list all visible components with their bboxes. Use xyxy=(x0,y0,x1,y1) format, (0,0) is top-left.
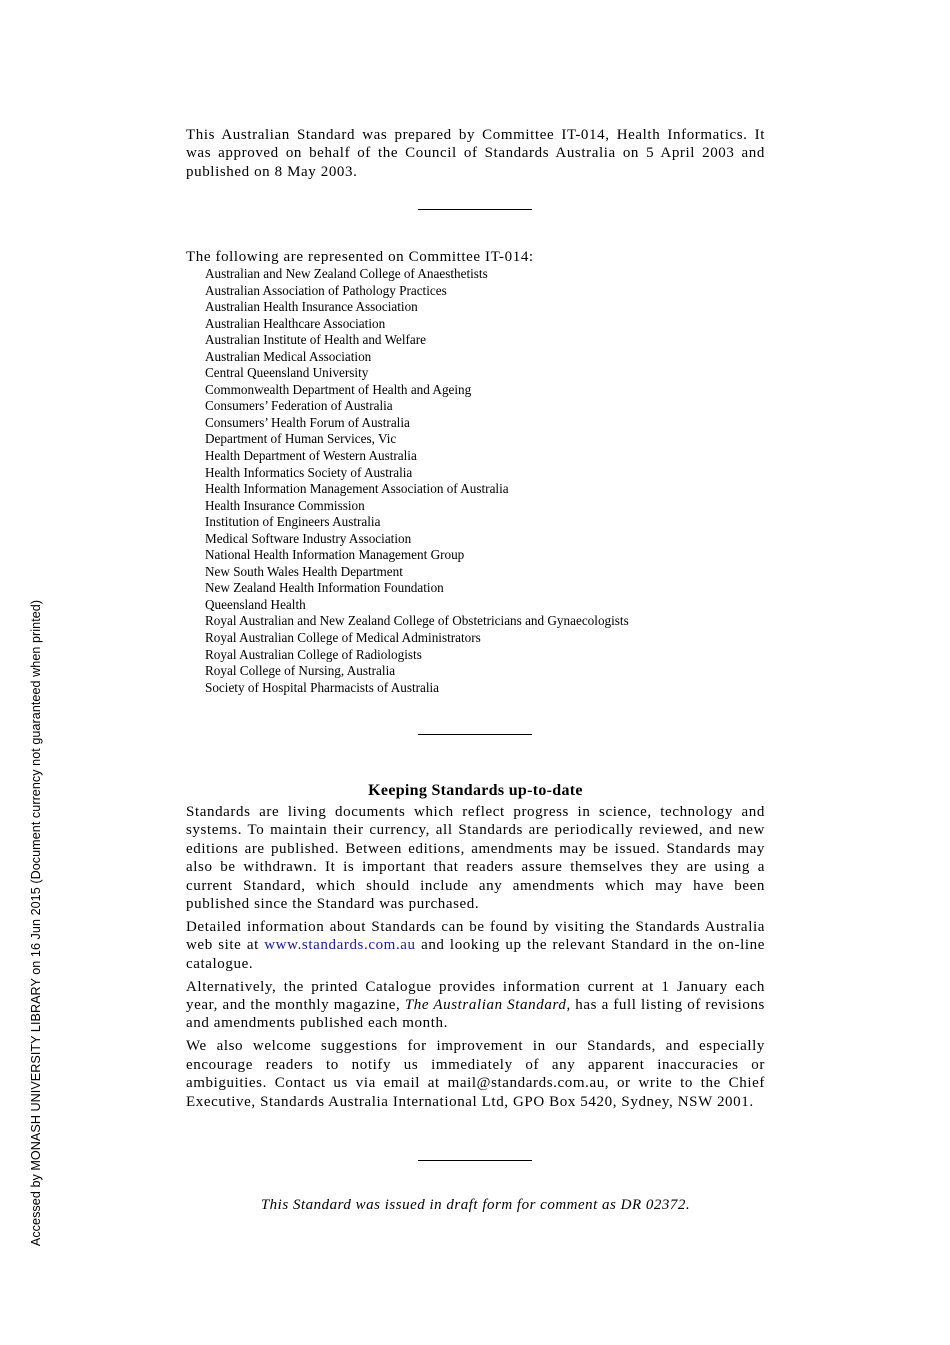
list-item: Australian Institute of Health and Welfare xyxy=(205,332,426,348)
standards-website-link[interactable]: www.standards.com.au xyxy=(264,937,416,954)
list-item: Royal Australian College of Medical Administrators xyxy=(205,630,481,646)
list-item: Royal College of Nursing, Australia xyxy=(205,663,396,679)
list-item: Health Insurance Commission xyxy=(205,497,365,513)
list-item: New South Wales Health Department xyxy=(205,563,403,579)
list-item: Department of Human Services, Vic xyxy=(205,431,397,447)
list-item: Australian Health Insurance Association xyxy=(205,299,418,315)
committee-section xyxy=(186,248,765,696)
list-item: National Health Information Management Group xyxy=(205,547,465,563)
list-item: Institution of Engineers Australia xyxy=(205,514,381,530)
divider xyxy=(418,209,532,210)
list-item: Society of Hospital Pharmacists of Australia xyxy=(205,679,440,695)
access-note-text: Accessed by MONASH UNIVERSITY LIBRARY on 16 Jun 2015 (Document currency not guaranteed when printed) xyxy=(29,599,43,1247)
list-item: Commonwealth Department of Health and Ageing xyxy=(205,381,472,397)
list-item: Royal Australian College of Radiologists xyxy=(205,646,422,662)
list-item: Consumers’ Health Forum of Australia xyxy=(205,414,410,430)
list-item: New Zealand Health Information Foundation xyxy=(205,580,444,596)
list-item: Australian Association of Pathology Practices xyxy=(205,282,447,298)
intro-paragraph: This Australian Standard was prepared by Committee IT-014, Health Informatics. It was approved on behalf of the Council of Standards Australia on 5 April 2003 and published on 8 May 2003. xyxy=(186,127,765,180)
paragraph: We also welcome suggestions for improvement in our Standards, and especially encourage readers to notify us immediately of any apparent inaccuracies or ambiguities. Contact us via email at mail@standards.com.au, or write to the Chief Executive, Standards Australia International Ltd, GPO Box 5420, Sydney, NSW 2001. xyxy=(186,1038,765,1110)
list-item: Central Queensland University xyxy=(205,365,369,381)
paragraph-text: Alternatively, the printed Catalogue provides information current at 1 January each year, and the monthly magazine, xyxy=(186,978,765,1014)
divider xyxy=(418,734,532,735)
list-item: Consumers’ Federation of Australia xyxy=(205,398,393,414)
paragraph: Standards are living documents which reflect progress in science, technology and systems. To maintain their currency, all Standards are periodically reviewed, and new editions are published. Between editions, amendments may be issued. Standards may also be withdrawn. It is important that readers assure themselves they are using a current Standard, which should include any amendments which may have been published since the Standard was purchased. xyxy=(186,804,765,913)
list-item: Health Department of Western Australia xyxy=(205,448,417,464)
keeping-standards-section xyxy=(186,780,765,1116)
committee-member-list xyxy=(186,266,765,696)
section-title: Keeping Standards up-to-date xyxy=(368,782,583,799)
list-item: Australian Medical Association xyxy=(205,348,372,364)
paragraph xyxy=(186,918,765,973)
committee-heading: The following are represented on Committee IT-014: xyxy=(186,249,534,265)
list-item: Queensland Health xyxy=(205,596,306,612)
list-item: Australian Healthcare Association xyxy=(205,315,386,331)
list-item: Health Information Management Association of Australia xyxy=(205,481,509,497)
list-item: Australian and New Zealand College of Anaesthetists xyxy=(205,266,488,281)
paragraph-text: and looking up the relevant Standard in the on-line catalogue. xyxy=(186,937,765,972)
paragraph xyxy=(186,978,765,1033)
draft-note: This Standard was issued in draft form for comment as DR 02372. xyxy=(260,1197,691,1213)
paragraph-text: , has a full listing of revisions and amendments published each month. xyxy=(186,997,765,1032)
publication-title: The Australian Standard xyxy=(404,997,567,1014)
paragraph-text: Detailed information about Standards can be found by visiting the Standards Australia web site at xyxy=(186,918,765,954)
list-item: Royal Australian and New Zealand College of Obstetricians and Gynaecologists xyxy=(205,613,629,629)
list-item: Health Informatics Society of Australia xyxy=(205,464,413,480)
list-item: Medical Software Industry Association xyxy=(205,530,412,546)
divider xyxy=(418,1160,532,1161)
